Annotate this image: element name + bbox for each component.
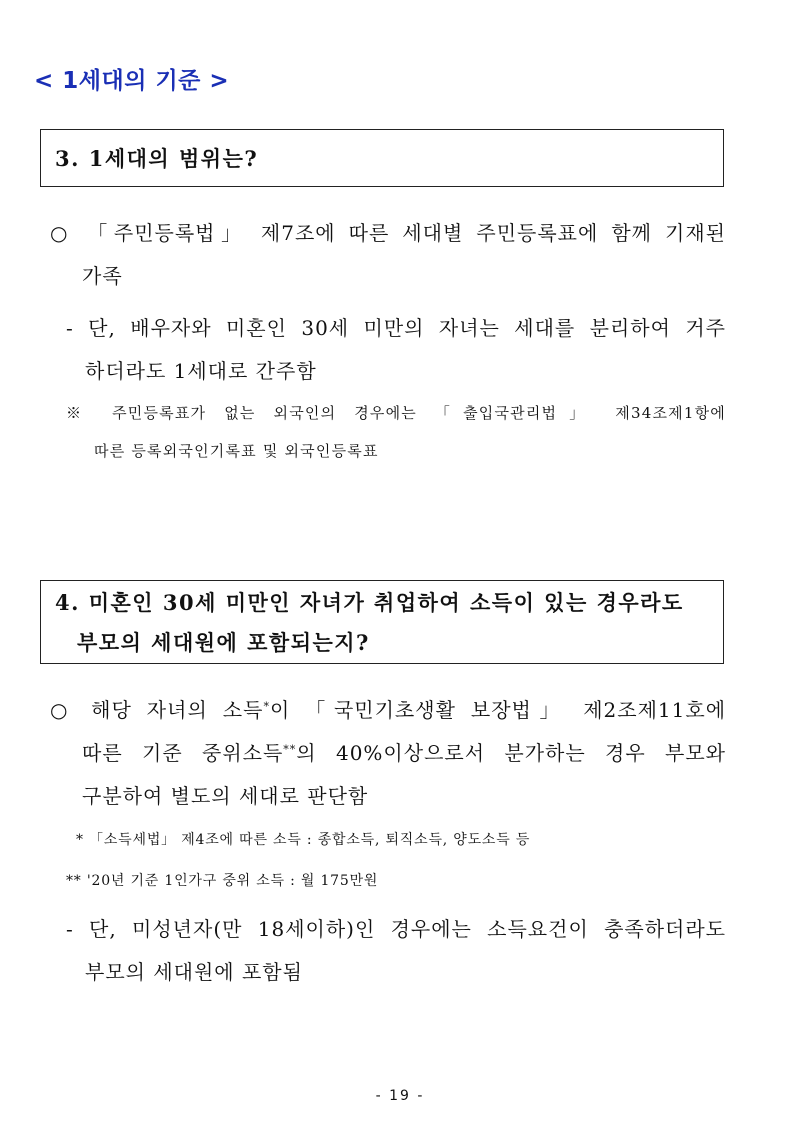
q3-answer-line-2: 가족 xyxy=(82,264,123,288)
q4-answer-line-2-b: 의 40%이상으로서 분가하는 경우 부모와 xyxy=(296,741,727,765)
q4-footnote-1: * 「소득세법」 제4조에 따른 소득 : 종합소득, 퇴직소득, 양도소득 등 xyxy=(76,832,531,848)
q4-dash-line-2: 부모의 세대원에 포함됨 xyxy=(85,960,303,984)
footnote-marker-2: ** xyxy=(283,743,297,756)
q3-note-line-1: ※ 주민등록표가 없는 외국인의 경우에는 「출입국관리법」 제34조제1항에 xyxy=(66,404,726,422)
q3-answer-line-1: ○ 「주민등록법」 제7조에 따른 세대별 주민등록표에 함께 기재된 xyxy=(50,221,726,245)
q4-answer-line-2 xyxy=(82,737,726,766)
question-3-text: 3. 1세대의 범위는? xyxy=(55,146,259,171)
q3-note-line-2: 따른 등록외국인기록표 및 외국인등록표 xyxy=(94,442,379,460)
q4-answer-line-1-a: ○ 해당 자녀의 소득 xyxy=(50,698,264,722)
question-4-line-2: 부모의 세대원에 포함되는지? xyxy=(77,630,370,655)
q4-answer-line-2-a: 따른 기준 중위소득 xyxy=(82,741,284,765)
q4-dash-line-1: - 단, 미성년자(만 18세이하)인 경우에는 소득요건이 충족하더라도 xyxy=(66,917,726,941)
q4-answer-line-1-b: 이 「국민기초생활 보장법」 제2조제11호에 xyxy=(269,698,727,722)
question-4-line-1: 4. 미혼인 30세 미만인 자녀가 취업하여 소득이 있는 경우라도 xyxy=(55,590,684,615)
footnote-marker-1: * xyxy=(263,700,270,713)
q4-answer-line-3: 구분하여 별도의 세대로 판단함 xyxy=(82,784,369,808)
q4-footnote-2: ** '20년 기준 1인가구 중위 소득 : 월 175만원 xyxy=(66,873,379,889)
question-3-box xyxy=(40,129,724,187)
section-title: < 1세대의 기준 > xyxy=(34,68,230,94)
question-4-box xyxy=(40,580,724,664)
q3-dash-line-2: 하더라도 1세대로 간주함 xyxy=(85,359,317,383)
q3-dash-line-1: - 단, 배우자와 미혼인 30세 미만의 자녀는 세대를 분리하여 거주 xyxy=(66,316,726,340)
q4-answer-line-1 xyxy=(50,694,726,723)
page-number: - 19 - xyxy=(375,1088,425,1104)
